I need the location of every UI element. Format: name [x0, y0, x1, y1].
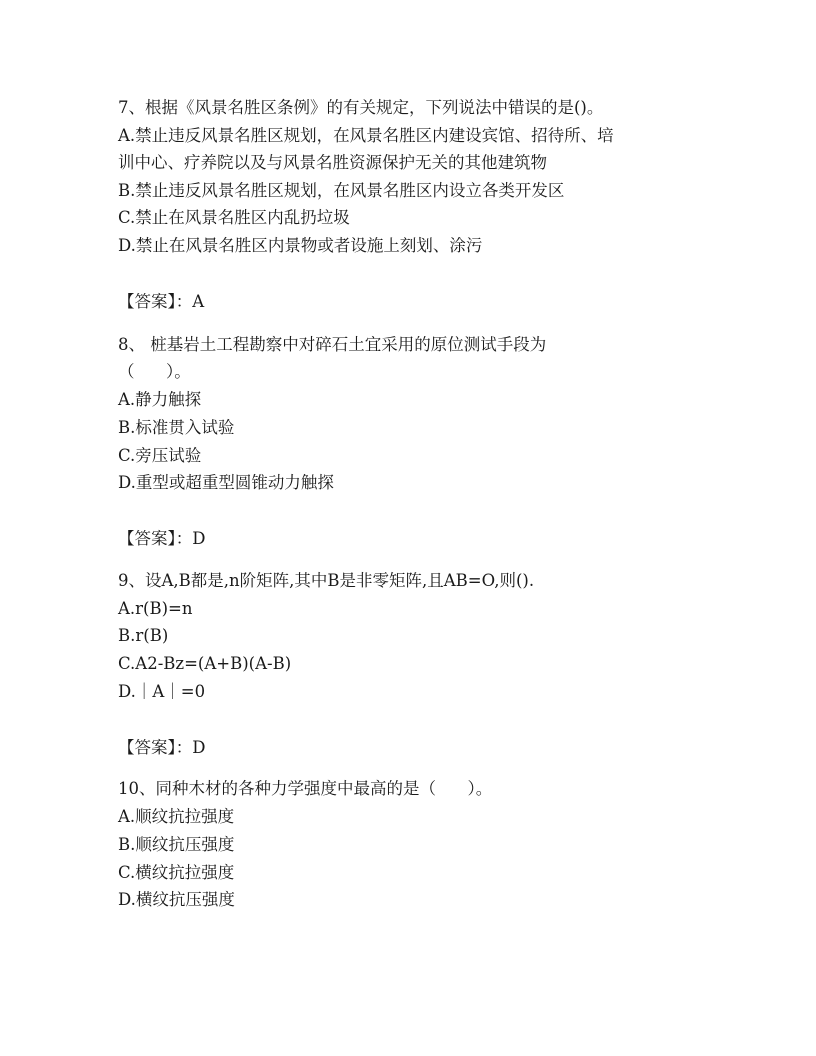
question-7-option-d: D.禁止在风景名胜区内景物或者设施上刻划、涂污 — [118, 236, 483, 255]
question-8-option-b: B.标准贯入试验 — [118, 418, 235, 437]
question-10-stem: 10、同种木材的各种力学强度中最高的是（ ）。 — [118, 779, 493, 798]
question-7-option-c: C.禁止在风景名胜区内乱扔垃圾 — [118, 208, 350, 227]
question-9-stem: 9、设A,B都是,n阶矩阵,其中B是非零矩阵,且AB=O,则(). — [118, 571, 535, 590]
question-9-answer: 【答案】：D — [118, 738, 206, 757]
question-10-option-b: B.顺纹抗压强度 — [118, 835, 235, 854]
question-8-option-a: A.静力触探 — [118, 390, 202, 409]
question-9-option-a: A.r(B)=n — [118, 599, 193, 618]
question-10-option-a: A.顺纹抗拉强度 — [118, 807, 235, 826]
question-7-option-b: B.禁止违反风景名胜区规划，在风景名胜区内设立各类开发区 — [118, 181, 565, 200]
question-9-option-c: C.A2-Bz=(A+B)(A-B) — [118, 654, 292, 673]
question-7-option-a-continued: 训中心、疗养院以及与风景名胜资源保护无关的其他建筑物 — [118, 153, 547, 172]
question-7-answer: 【答案】：A — [118, 292, 205, 311]
question-9-option-b: B.r(B) — [118, 626, 169, 645]
question-8-option-c: C.旁压试验 — [118, 446, 202, 465]
question-9-option-d: D.｜A｜=0 — [118, 682, 206, 701]
question-7-option-a: A.禁止违反风景名胜区规划，在风景名胜区内建设宾馆、招待所、培 — [118, 126, 614, 145]
question-10-option-d: D.横纹抗压强度 — [118, 890, 235, 909]
question-7-stem: 7、根据《风景名胜区条例》的有关规定，下列说法中错误的是()。 — [118, 98, 604, 117]
question-8-stem-continued: （ ）。 — [118, 362, 191, 381]
question-8-answer: 【答案】：D — [118, 529, 206, 548]
question-8-stem: 8、 桩基岩土工程勘察中对碎石土宜采用的原位测试手段为 — [118, 335, 547, 354]
question-8-option-d: D.重型或超重型圆锥动力触探 — [118, 473, 334, 492]
question-10-option-c: C.横纹抗拉强度 — [118, 863, 235, 882]
